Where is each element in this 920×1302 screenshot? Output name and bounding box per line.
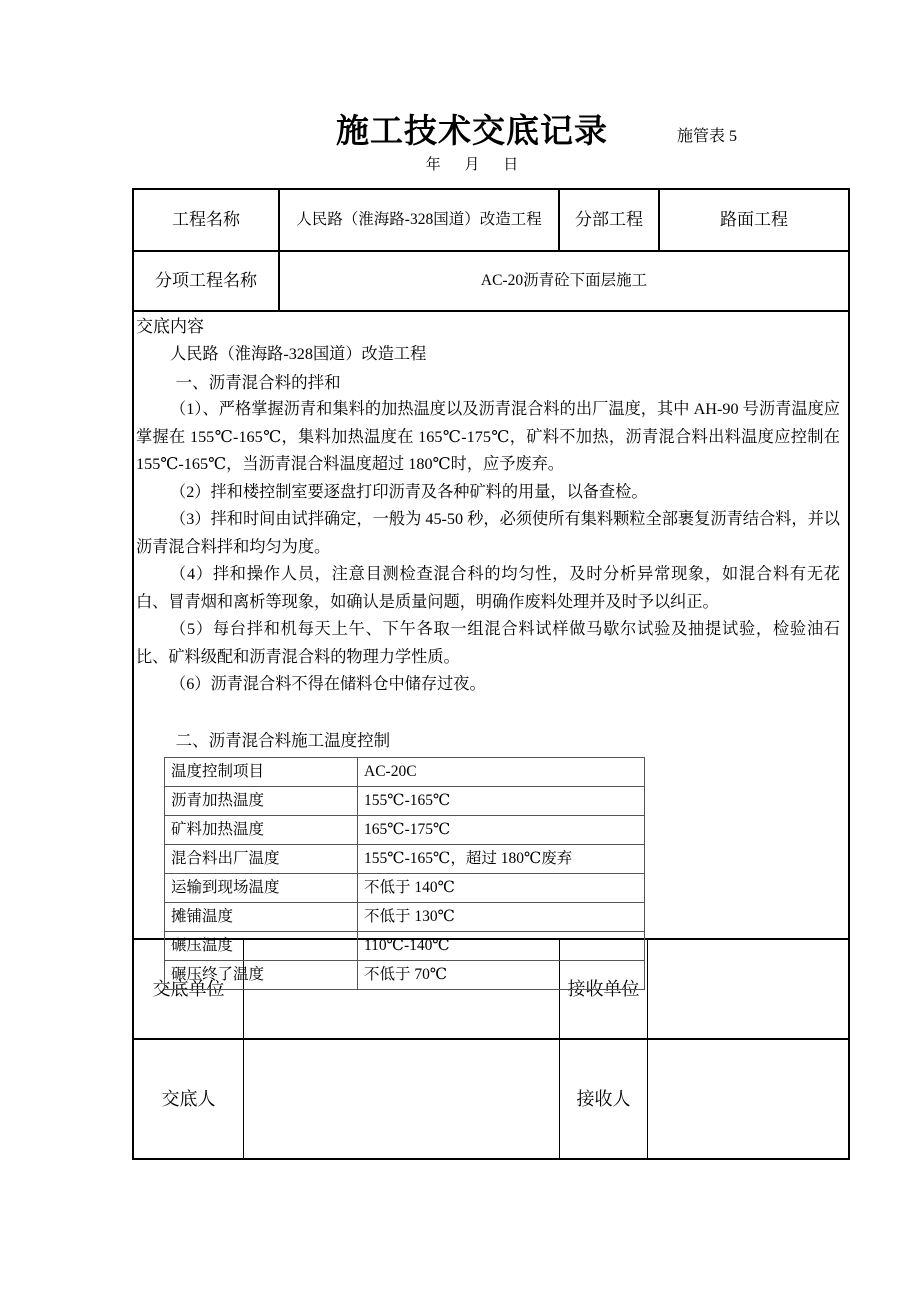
date-month-label: 月 bbox=[464, 157, 480, 173]
content-item-4: （4）拌和操作人员，注意目测检查混合科的均匀性，及时分析异常现象，如混合料有无花白、冒青烟和离析等现象，如确认是质量问题，明确作废料处理并及时予以纠正。 bbox=[136, 565, 840, 611]
giving-person-label: 交底人 bbox=[134, 1040, 244, 1158]
division-value[interactable]: 路面工程 bbox=[720, 210, 788, 229]
date-year-label: 年 bbox=[425, 157, 441, 173]
content-heading: 交底内容 bbox=[136, 317, 204, 336]
receiving-person-field[interactable] bbox=[648, 1040, 848, 1158]
temp-item: 碾压温度 bbox=[165, 932, 358, 961]
temp-value: 不低于 140℃ bbox=[358, 874, 645, 903]
temp-value: 不低于 130℃ bbox=[358, 903, 645, 932]
content-spacer bbox=[136, 699, 840, 727]
temp-value: 165℃-175℃ bbox=[358, 816, 645, 845]
section-one-title: 一、沥青混合料的拌和 bbox=[175, 372, 341, 392]
content-body bbox=[134, 314, 848, 983]
content-item-6: （6）沥青混合料不得在储料仓中储存过夜。 bbox=[170, 675, 486, 693]
project-name-label: 工程名称 bbox=[134, 190, 280, 250]
temp-value: AC-20C bbox=[358, 758, 645, 787]
title-block bbox=[132, 112, 850, 182]
table-row bbox=[165, 903, 645, 932]
page-title: 施工技术交底记录 bbox=[336, 114, 608, 150]
temp-item: 摊铺温度 bbox=[165, 903, 358, 932]
temp-item: 沥青加热温度 bbox=[165, 787, 358, 816]
content-project-line: 人民路（淮海路-328国道）改造工程 bbox=[170, 345, 427, 363]
table-row bbox=[165, 845, 645, 874]
table-row bbox=[165, 961, 645, 990]
receiving-unit-label: 接收单位 bbox=[560, 940, 648, 1038]
temp-value: 155℃-165℃，超过 180℃废弃 bbox=[358, 845, 645, 874]
temp-value: 不低于 70℃ bbox=[358, 961, 645, 990]
temp-item: 运输到现场温度 bbox=[165, 874, 358, 903]
table-row bbox=[165, 816, 645, 845]
header-row-project bbox=[134, 190, 848, 252]
content-item-1: （1）、严格掌握沥青和集料的加热温度以及沥青混合料的出厂温度，其中 AH-90 号沥青温度应掌握在 155℃-165℃，集料加热温度在 165℃-175℃，矿料不加热，沥青混合料出料温度应控制在 155℃-165℃，当沥青混合料温度超过 180℃时，应予废弃。 bbox=[136, 400, 840, 473]
form-code-label: 施管表 5 bbox=[677, 128, 738, 145]
table-row bbox=[165, 932, 645, 961]
giving-person-field[interactable] bbox=[244, 1040, 560, 1158]
table-row bbox=[165, 874, 645, 903]
date-day-label: 日 bbox=[503, 157, 519, 173]
content-item-5: （5）每台拌和机每天上午、下午各取一组混合料试样做马歇尔试验及抽提试验，检验油石比、矿料级配和沥青混合料的物理力学性质。 bbox=[136, 620, 840, 666]
temp-value: 110℃-140℃ bbox=[358, 932, 645, 961]
temp-item: 混合料出厂温度 bbox=[165, 845, 358, 874]
content-item-3: （3）拌和时间由试拌确定，一般为 45-50 秒，必须使所有集料颗粒全部裹复沥青结合料，并以沥青混合料拌和均匀为度。 bbox=[136, 510, 840, 556]
receiving-person-label: 接收人 bbox=[560, 1040, 648, 1158]
temperature-control-table bbox=[164, 757, 645, 990]
division-label: 分部工程 bbox=[560, 190, 660, 250]
header-row-subitem bbox=[134, 252, 848, 312]
date-line bbox=[292, 154, 652, 176]
temp-item: 矿料加热温度 bbox=[165, 816, 358, 845]
table-row bbox=[165, 787, 645, 816]
form-frame bbox=[132, 188, 850, 1160]
section-two-title: 二、沥青混合料施工温度控制 bbox=[175, 730, 391, 750]
receiving-unit-field[interactable] bbox=[648, 940, 848, 1038]
temp-item: 碾压终了温度 bbox=[165, 961, 358, 990]
giving-unit-label: 交底单位 bbox=[134, 940, 244, 1038]
content-area bbox=[134, 312, 848, 983]
temp-value: 155℃-165℃ bbox=[358, 787, 645, 816]
subitem-name-value[interactable]: AC-20沥青砼下面层施工 bbox=[480, 272, 648, 289]
signature-row-persons bbox=[134, 1040, 848, 1158]
content-item-2: （2）拌和楼控制室要逐盘打印沥青及各种矿料的用量，以备查检。 bbox=[170, 482, 648, 501]
subitem-name-label: 分项工程名称 bbox=[134, 252, 280, 310]
project-name-value[interactable]: 人民路（淮海路-328国道）改造工程 bbox=[280, 190, 560, 250]
table-row bbox=[165, 758, 645, 787]
temp-item: 温度控制项目 bbox=[165, 758, 358, 787]
